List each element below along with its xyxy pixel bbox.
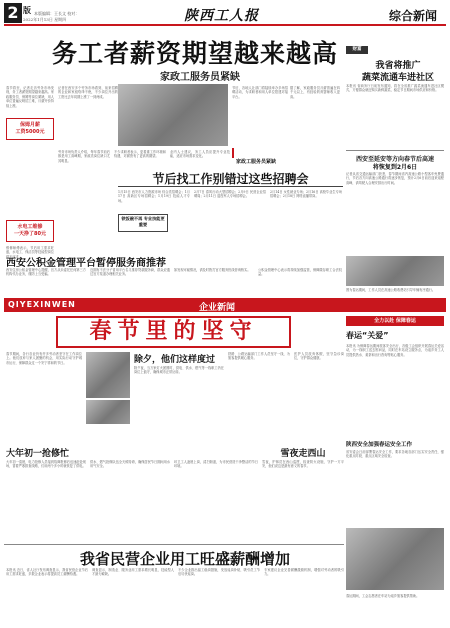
badge-salary-line1: 保姆月薪 bbox=[19, 122, 40, 128]
lead-side-headline bbox=[232, 148, 288, 165]
lead-side-headline-text: 家政工服务员紧缺 bbox=[236, 159, 277, 165]
right2-tag: 全力以赴 保障春运 bbox=[346, 316, 444, 326]
job-fair-list-1: 1月15日 西安市人力资源市场 综合类招聘会；1月17日 高新区专场招聘会；1月19日 技能人才专场。 bbox=[118, 190, 190, 203]
right2-headline-2: 陕西安全加强春运安全工作 bbox=[346, 442, 413, 448]
spring-sub2: 大年初一抢修忙 bbox=[6, 449, 70, 459]
bottom-col-3: 不少企业推出留工稳岗措施，发放返岗补贴，吸引员工节后尽快返岗。 bbox=[178, 568, 260, 577]
mid-headline: 西安公积金管理平台暂停服务商推荐 bbox=[6, 258, 166, 269]
spring-intro: 春节期间，各行各业仍有许多劳动者坚守在工作岗位上。他们放弃与家人团聚的机会，用实际行动守护城市运行，保障群众过一个安宁祥和的节日。 bbox=[6, 352, 82, 365]
badge-salary bbox=[6, 118, 54, 140]
right-photo bbox=[346, 256, 444, 286]
right-headline-2b: 将恢复到2月6日 bbox=[372, 164, 418, 171]
job-fair-list-3: 2月14日 女性就业专场；2月16日 高校毕业生专场招聘会；2月18日 网络直播带岗。 bbox=[270, 190, 342, 199]
spring-col-5: 供水、燃气抢修队伍全天候待命，确保居民节日期间用水用气安全。 bbox=[90, 460, 170, 469]
spring-photo bbox=[86, 352, 130, 398]
spring-col-3: 医护人员放弃休假，坚守急诊岗位，守护群众健康。 bbox=[294, 352, 344, 361]
spring-sub3: 雪夜走西山 bbox=[280, 449, 326, 459]
right2-photo bbox=[346, 528, 444, 590]
mid-col-4: 公积金管理中心表示将持续加强监管，保障缴存职工合法权益。 bbox=[258, 268, 342, 277]
page-number: 2 bbox=[4, 3, 22, 23]
lead-col-2: 记者在西安多个劳务市场看到，前来招聘的企业和家庭络绎不绝，不少岗位开出的工资比去年同期上涨了一到两成。 bbox=[58, 86, 118, 99]
right-col-text-2: 记者从省交通运输部门获悉，春节期间省内高速公路小型客车免费通行，节后各方向高速公路通行将逐步恢复，预计2月6日前后迎来返程高峰，请驾驶人合理安排出行时间。 bbox=[346, 172, 444, 185]
boxed-rule bbox=[118, 186, 343, 187]
bottom-col-4: 专家建议企业完善薪酬激励机制，增强对劳动者的吸引力。 bbox=[264, 568, 344, 577]
paper-title: 陕西工人报 bbox=[184, 8, 259, 24]
lead-col-2b: 劳务市场负责人介绍，每年春节前后都是用工高峰期，家政类岗位缺口尤其明显。 bbox=[58, 150, 110, 163]
mid-col-1: 西安住房公积金管理中心提醒，官方从未委托任何第三方机构代办业务，谨防上当受骗。 bbox=[6, 268, 86, 277]
spring-col-2: 铁路、公路运输部门工作人员坚守一线，为旅客提供暖心服务。 bbox=[228, 352, 290, 361]
lead-col-1: 春节将至，记者走访劳务市场发现，务工者薪资期望越来越高。家政服务员、保姆等岗位紧缺，用人单位普遍反映招工难，月薪开价持续上涨。 bbox=[6, 86, 54, 108]
spring-title: 春节里的坚守 bbox=[89, 319, 258, 344]
right2-headline: 春运“关爱” bbox=[346, 331, 389, 340]
masthead-rule bbox=[4, 24, 446, 26]
badge-repair bbox=[6, 220, 54, 242]
masthead bbox=[4, 3, 446, 25]
side-box-text: 铁饭碗不再 专业技能更重要 bbox=[121, 216, 165, 227]
spring-photo-2 bbox=[86, 400, 130, 424]
right-tag: 财富 bbox=[346, 46, 368, 54]
right-headline-1: 我省将推广 bbox=[375, 61, 421, 71]
job-fair-list-2: 2月7日 春风行动大型招聘会；2月9日 民营企业招聘周；2月11日 退役军人专场招聘会。 bbox=[194, 190, 266, 199]
mid-col-3: 如发现可疑情况，请及时拨打官方服务热线咨询核实。 bbox=[174, 268, 251, 272]
lead-col-4: 业内人士建议，务工人员应提升专业技能，适应市场需求变化。 bbox=[170, 150, 230, 159]
page-label: 版 bbox=[23, 6, 31, 15]
badge-salary-line2: 工资5000元 bbox=[15, 129, 45, 135]
section-title: 综合新闻 bbox=[389, 9, 438, 23]
right-col-text-1: 本报讯 省商务厅日前发布通知，将在全省推广蔬菜流通车进社区模式，方便群众就近购买新鲜蔬菜，稳定节日期间市场供应和价格。 bbox=[346, 84, 444, 93]
boxed-headline: 节后找工作别错过这些招聘会 bbox=[152, 172, 309, 186]
lead-col-1b: 维修师傅表示，节后用工需求旺盛，水电工、保洁员等技能型岗位供不应求。 bbox=[6, 246, 54, 259]
badge-repair-line2: 一天挣了80元 bbox=[14, 231, 46, 237]
spring-col-7: 雪夜，护林员在西山巡逻，检查防火设施，守护一方平安，他们说这是最有意义的春节。 bbox=[262, 460, 344, 469]
right2-text-1: 本报讯 为保障春运期间旅客安全出行，各级工会组织开展春运关爱活动，为一线职工送去慰问品，同时在车站设立服务点，为返乡务工人员提供热水、姜茶和出行咨询等贴心服务。 bbox=[346, 344, 444, 357]
spring-col-6: 环卫工人凌晨上岗，清扫街道，为市民营造干净整洁的节日环境。 bbox=[174, 460, 258, 469]
right2-text-2: 省安委会日前部署春运安全工作，要求各地各部门压实安全责任，强化重点时段、重点区域安全检查。 bbox=[346, 450, 444, 459]
lead-photo bbox=[118, 84, 228, 146]
lead-subtitle: 家政工服务员紧缺 bbox=[160, 72, 240, 83]
lead-col-6: 据了解，家政服务员月薪普遍在四千元以上，有经验的育婴师收入更高。 bbox=[290, 86, 340, 99]
spring-title-box bbox=[56, 316, 291, 348]
badge-repair-line1: 水电工维修 bbox=[17, 224, 43, 230]
spring-col-1: 除夕夜，当万家灯火团圆时，供电、供水、燃气等一线职工仍在岗位上值守，确保城市正常运转。 bbox=[134, 366, 224, 375]
banner-letters: QIYEXINWEN bbox=[8, 300, 76, 309]
editor-line: 本版编辑：王长文 校对： bbox=[34, 11, 80, 16]
banner-label: 企业新闻 bbox=[199, 303, 236, 313]
bottom-rule bbox=[4, 544, 344, 545]
right-headline-1b: 蔬菜流通车进社区 bbox=[361, 73, 434, 83]
bottom-col-2: 调查显示，制造业、服务业用工需求增长明显，技能型人才最为紧缺。 bbox=[92, 568, 174, 577]
lead-col-3: 不少求职者表示，更看重工作环境和待遇，对薪资有了更高的期望。 bbox=[114, 150, 166, 159]
lead-headline: 务工者薪资期望越来越高 bbox=[51, 39, 338, 68]
right-rule-1 bbox=[346, 150, 444, 151]
enterprise-banner bbox=[4, 298, 446, 312]
mid-col-2: 近期有不法分子冒用平台名义推荐贷款服务商，群众应通过官方渠道办理相关业务。 bbox=[90, 268, 170, 277]
date-line: 2022年1月13日 星期四 bbox=[23, 17, 67, 22]
right-photo-caption: 图为春运期间，工作人员在高速公路收费站引导车辆有序通行。 bbox=[346, 288, 436, 292]
spring-sub1: 除夕，他们这样度过 bbox=[134, 355, 216, 365]
right2-photo-caption: 春运期间，工会志愿者在车站为返乡旅客提供帮助。 bbox=[346, 594, 420, 598]
bottom-headline: 我省民营企业用工旺盛薪酬增加 bbox=[79, 550, 290, 568]
right-headline-2: 西安至延安等方向春节后高速 bbox=[355, 156, 434, 163]
spring-col-4: 大年初一清晨，电力抢修人员接到故障报修后迅速赶赴现场，冒着严寒排查线路，仅用两个多小时就恢复了供电。 bbox=[6, 460, 86, 469]
bottom-col-1: 本报讯 近日，省人社厅发布调查显示，我省民营企业节后用工需求旺盛，多数企业表示将提高员工薪酬待遇。 bbox=[6, 568, 88, 577]
lead-col-5: 节后，各地人社部门将陆续举办多场招聘活动，为求职者和用人单位搭建对接平台。 bbox=[232, 86, 288, 99]
